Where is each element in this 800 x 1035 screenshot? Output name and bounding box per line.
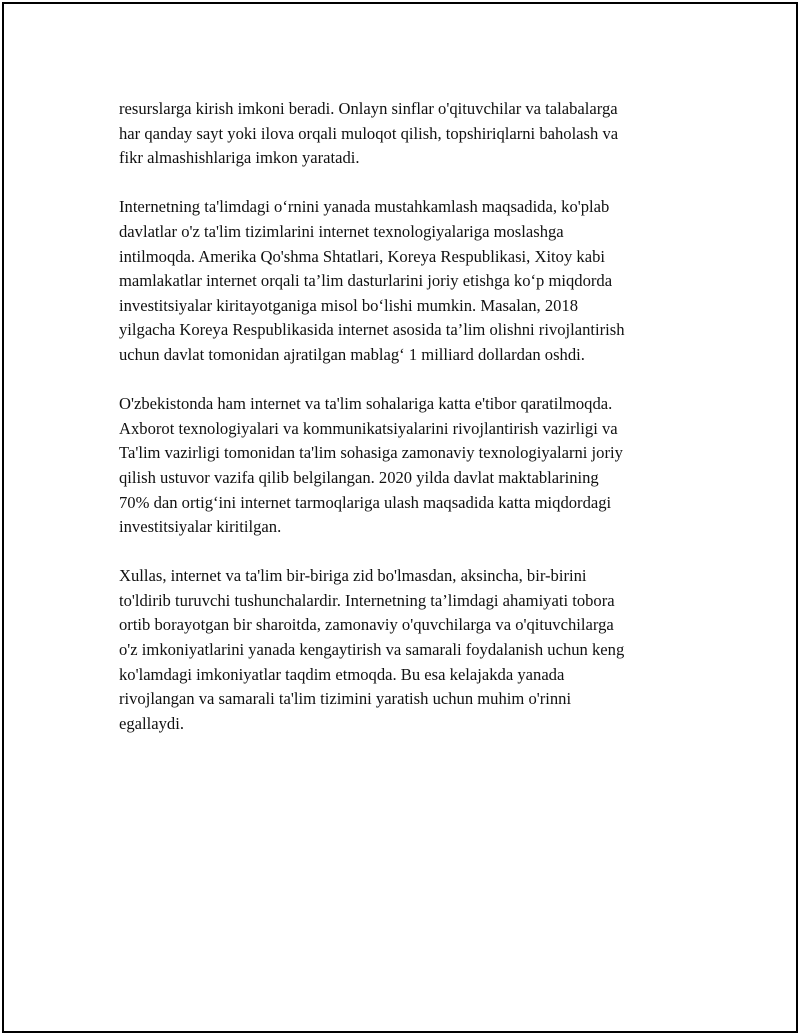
text-line: mamlakatlar internet orqali ta’lim dasturlarini joriy etishga ko‘p miqdorda	[119, 271, 613, 291]
text-line: Axborot texnologiyalari va kommunikatsiyalarini rivojlantirish vazirligi va	[119, 418, 618, 438]
text-line: uchun davlat tomonidan ajratilgan mablag‘ 1 milliard dollardan oshdi.	[119, 344, 585, 364]
paragraph-1	[119, 97, 691, 171]
text-line: qilish ustuvor vazifa qilib belgilangan. 2020 yilda davlat maktablarining	[119, 467, 599, 487]
text-line: O'zbekistonda ham internet va ta'lim sohalariga katta e'tibor qaratilmoqda.	[119, 394, 613, 414]
text-line: o'z imkoniyatlarini yanada kengaytirish va samarali foydalanish uchun keng	[119, 640, 625, 660]
text-line: har qanday sayt yoki ilova orqali muloqot qilish, topshiriqlarni baholash va	[119, 123, 619, 143]
paragraph-3	[119, 392, 691, 540]
text-line: investitsiyalar kiritilgan.	[119, 517, 282, 537]
document-body	[119, 97, 691, 761]
document-page	[2, 2, 798, 1033]
text-line: davlatlar o'z ta'lim tizimlarini internet texnologiyalariga moslashga	[119, 221, 564, 241]
paragraph-2	[119, 195, 691, 367]
text-line: investitsiyalar kiritayotganiga misol bo‘lishi mumkin. Masalan, 2018	[119, 295, 579, 315]
text-line: to'ldirib turuvchi tushunchalardir. Internetning ta’limdagi ahamiyati tobora	[119, 590, 615, 610]
text-line: rivojlangan va samarali ta'lim tizimini yaratish uchun muhim o'rinni	[119, 689, 572, 709]
text-line: intilmoqda. Amerika Qo'shma Shtatlari, Koreya Respublikasi, Xitoy kabi	[119, 246, 605, 266]
text-line: yilgacha Koreya Respublikasida internet asosida ta’lim olishni rivojlantirish	[119, 320, 625, 340]
text-line: Xullas, internet va ta'lim bir-biriga zid bo'lmasdan, aksincha, bir-birini	[119, 566, 587, 586]
text-line: fikr almashishlariga imkon yaratadi.	[119, 148, 360, 168]
text-line: Ta'lim vazirligi tomonidan ta'lim sohasiga zamonaviy texnologiyalarni joriy	[119, 443, 623, 463]
text-line: Internetning ta'limdagi o‘rnini yanada mustahkamlash maqsadida, ko'plab	[119, 197, 610, 217]
text-line: resurslarga kirish imkoni beradi. Onlayn sinflar o'qituvchilar va talabalarga	[119, 99, 618, 118]
text-line: ortib borayotgan bir sharoitda, zamonaviy o'quvchilarga va o'qituvchilarga	[119, 615, 614, 635]
paragraph-4	[119, 564, 691, 736]
text-line: 70% dan ortig‘ini internet tarmoqlariga ulash maqsadida katta miqdordagi	[119, 492, 612, 512]
text-line: egallaydi.	[119, 713, 184, 733]
text-line: ko'lamdagi imkoniyatlar taqdim etmoqda. Bu esa kelajakda yanada	[119, 664, 565, 684]
